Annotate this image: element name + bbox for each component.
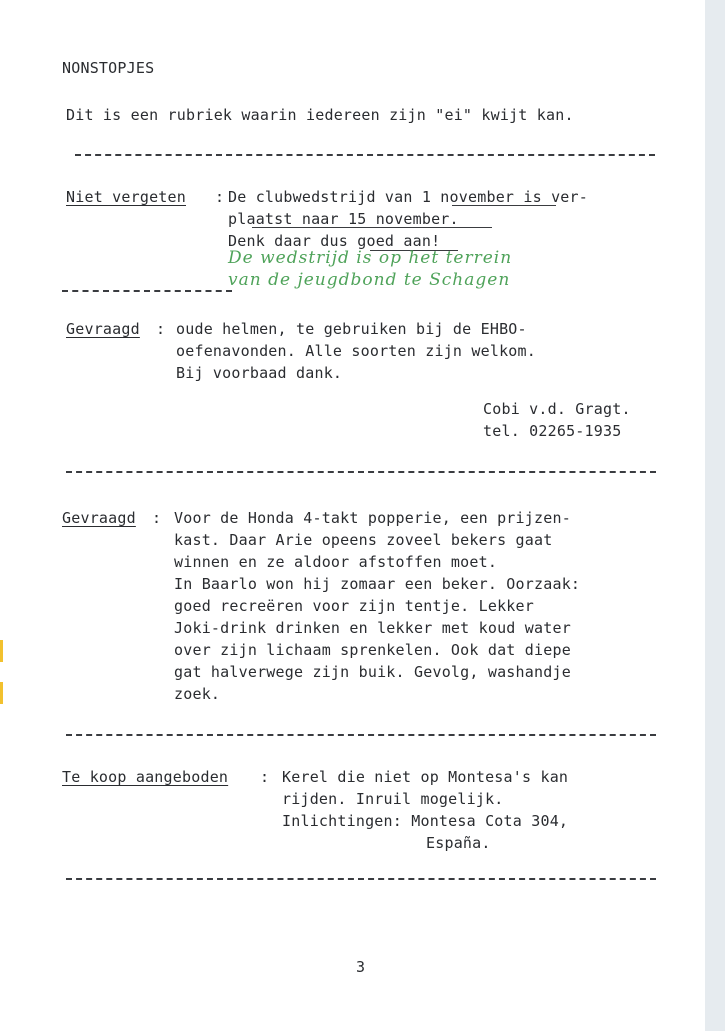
notice-line: over zijn lichaam sprenkelen. Ook dat diepe [174,641,571,659]
signature-name: Cobi v.d. Gragt. [483,400,631,418]
page-title: NONSTOPJES [62,59,155,77]
notice-line: winnen en ze aldoor afstoffen moet. [174,553,498,571]
signature-phone: tel. 02265-1935 [483,422,622,440]
separator [75,154,655,156]
page-number: 3 [356,958,366,976]
margin-mark [0,682,3,704]
notice-line: oefenavonden. Alle soorten zijn welkom. [176,342,536,360]
notice-label: Gevraagd [66,320,140,338]
label-colon: : [156,320,166,338]
separator [62,290,232,292]
notice-line: Denk daar dus goed aan! [228,232,441,250]
notice-line: oude helmen, te gebruiken bij de EHBO- [176,320,527,338]
margin-mark [0,640,3,662]
pen-underline [452,205,556,206]
notice-label: Te koop aangeboden [62,768,229,786]
notice-line: De clubwedstrijd van 1 november is ver- [228,188,588,206]
separator [66,878,656,880]
notice-line: zoek. [174,685,221,703]
notice-line: gat halverwege zijn buik. Gevolg, washandje [174,663,571,681]
separator [66,734,656,736]
notice-line: plaatst naar 15 november. [228,210,459,228]
notice-line: Kerel die niet op Montesa's kan [282,768,569,786]
notice-line: Inlichtingen: Montesa Cota 304, [282,812,569,830]
separator [66,471,656,473]
label-colon: : [152,509,162,527]
handwritten-note: De wedstrijd is op het terrein [228,248,513,268]
notice-line: Bij voorbaad dank. [176,364,343,382]
notice-line: Voor de Honda 4-takt popperie, een prijzen- [174,509,571,527]
notice-label: Gevraagd [62,509,136,527]
notice-line: goed recreëren voor zijn tentje. Lekker [174,597,534,615]
notice-line: rijden. Inruil mogelijk. [282,790,504,808]
notice-line: Joki-drink drinken en lekker met koud water [174,619,571,637]
notice-line: España. [426,834,491,852]
pen-underline [252,227,492,228]
handwritten-note: van de jeugdbond te Schagen [228,270,511,290]
notice-line: kast. Daar Arie opeens zoveel bekers gaat [174,531,553,549]
notice-label: Niet vergeten [66,188,186,206]
label-colon: : [260,768,270,786]
intro-text: Dit is een rubriek waarin iedereen zijn "ei" kwijt kan. [66,106,574,124]
label-colon: : [215,188,225,206]
notice-line: In Baarlo won hij zomaar een beker. Oorzaak: [174,575,581,593]
